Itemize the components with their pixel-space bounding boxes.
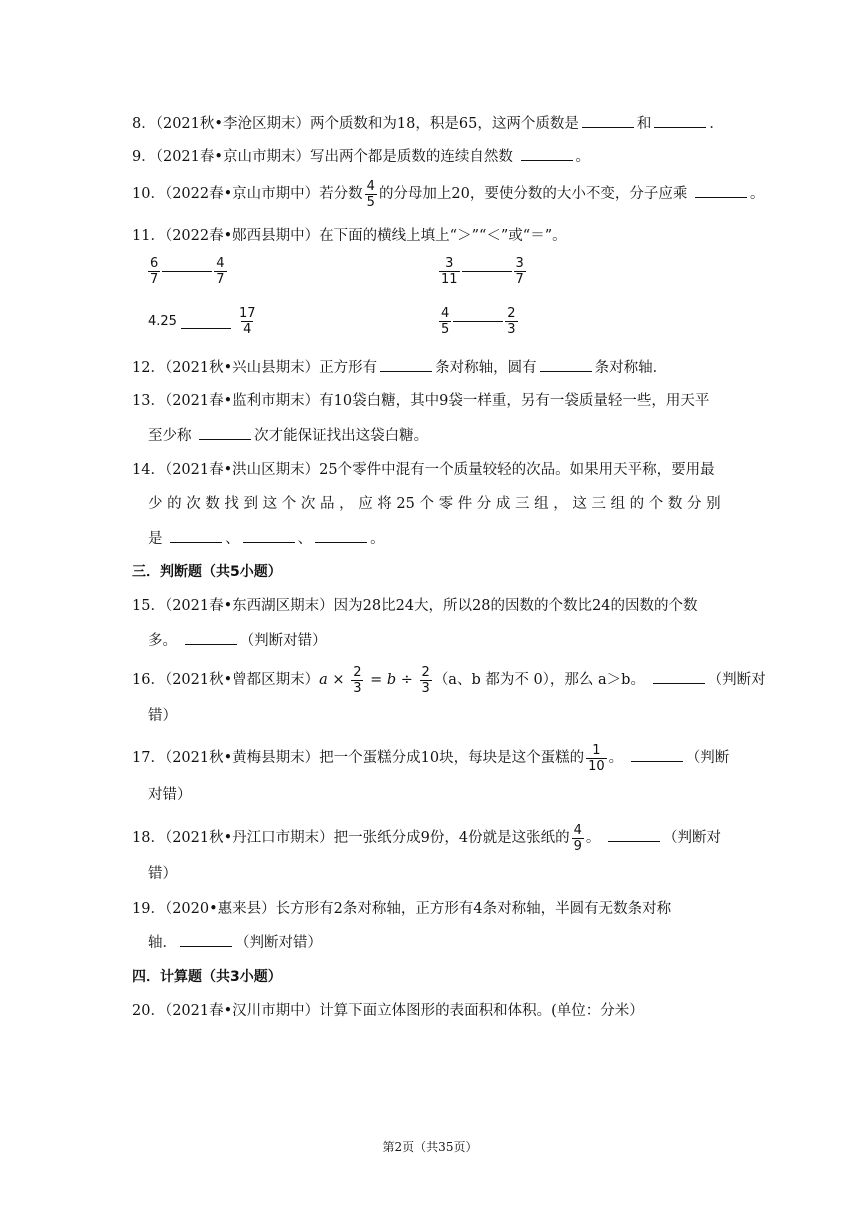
question-number: 16． bbox=[132, 672, 165, 688]
question-15-cont: 多。 （判断对错） bbox=[148, 630, 327, 651]
question-17-cont: 对错） bbox=[148, 787, 192, 803]
fraction: $\frac{3}{11}$ bbox=[441, 256, 458, 287]
question-15 bbox=[132, 596, 697, 616]
question-text: （2021春•汉川市期中）计算下面立体图形的表面积和体积。(单位：分米） bbox=[164, 1003, 644, 1019]
question-16: 16．（2021秋•曾都区期末）a × $\frac{2}{3}$ = b ÷ $\frac{2}{3}$ （a、b 都为不 0），那么 a＞b。 （判断对 bbox=[132, 664, 766, 696]
question-9: 9．（2021春•京山市期末）写出两个都是质数的连续自然数 。 bbox=[132, 146, 590, 167]
section-heading: 四．计算题（共3小题） bbox=[132, 969, 282, 985]
question-10: 10．（2022春•京山市期中）若分数 $\frac{4}{5}$ 的分母加上20，要使分数的大小不变，分子应乘 。 bbox=[132, 178, 765, 210]
answer-blank[interactable] bbox=[315, 528, 367, 543]
question-13-cont: 至少称 次才能保证找出这袋白糖。 bbox=[148, 425, 428, 446]
comparison-1 bbox=[146, 256, 229, 287]
fraction: $\frac{6}{7}$ bbox=[150, 256, 159, 287]
question-14-cont2: 是 、 、 。 bbox=[148, 528, 385, 549]
answer-blank[interactable] bbox=[170, 528, 222, 543]
question-17: 17．（2021秋•黄梅县期末）把一个蛋糕分成10块，每块是这个蛋糕的 $\frac{1}{10}$ 。 （判断 bbox=[132, 742, 730, 774]
question-19 bbox=[132, 899, 671, 919]
question-number: 17． bbox=[132, 750, 165, 766]
fraction: $\frac{2}{3}$ bbox=[421, 664, 430, 696]
section-heading: 三．判断题（共5小题） bbox=[132, 564, 282, 580]
question-number: 8． bbox=[132, 116, 156, 132]
answer-blank[interactable] bbox=[453, 320, 503, 322]
question-14-cont: 少 的 次 数 找 到 这 个 次 品 ， 应 将 25 个 零 件 分 成 三 组 ， 这 三 组 的 个 数 分 别 bbox=[148, 496, 721, 512]
fraction: $\frac{4}{9}$ bbox=[573, 822, 582, 854]
answer-blank[interactable] bbox=[380, 357, 432, 372]
answer-blank[interactable] bbox=[185, 630, 237, 645]
question-number: 14． bbox=[132, 462, 165, 478]
question-8: 8．（2021秋•李沧区期末）两个质数和为18，积是65，这两个质数是 和 ． bbox=[132, 113, 724, 134]
question-18-cont: 错） bbox=[148, 866, 177, 882]
question-number: 19． bbox=[132, 901, 165, 917]
question-number: 10． bbox=[132, 186, 165, 202]
fraction: $\frac{2}{3}$ bbox=[353, 664, 362, 696]
answer-blank[interactable] bbox=[608, 827, 660, 842]
fraction: $\frac{4}{7}$ bbox=[216, 256, 225, 287]
question-text: （2020•惠来县）长方形有2条对称轴，正方形有4条对称轴，半圆有无数条对称 bbox=[164, 901, 672, 917]
answer-blank[interactable] bbox=[695, 183, 747, 198]
question-text: （2021春•京山市期末）写出两个都是质数的连续自然数 bbox=[155, 149, 518, 165]
question-text: （2021春•东西湖区期末）因为28比24大，所以28的因数的个数比24的因数的个数 bbox=[164, 598, 698, 614]
question-12: 12．（2021秋•兴山县期末）正方形有 条对称轴，圆有 条对称轴． bbox=[132, 357, 667, 378]
fraction: $\frac{1}{10}$ bbox=[588, 742, 605, 774]
question-number: 9． bbox=[132, 149, 156, 165]
question-text: （2021秋•丹江口市期末）把一张纸分成9份，4份就是这张纸的 bbox=[164, 830, 570, 846]
question-text: （2021秋•李沧区期末）两个质数和为18，积是65，这两个质数是 bbox=[155, 116, 579, 132]
answer-blank[interactable] bbox=[631, 747, 683, 762]
fraction: $\frac{2}{3}$ bbox=[507, 306, 516, 337]
question-text: （2022春•京山市期中）若分数 bbox=[164, 186, 363, 202]
fraction: $\frac{17}{4}$ bbox=[238, 306, 256, 337]
answer-blank[interactable] bbox=[180, 932, 232, 947]
question-text: （2021春•监利市期末）有10袋白糖，其中9袋一样重，另有一袋质量轻一些，用天平 bbox=[164, 393, 710, 409]
answer-blank[interactable] bbox=[199, 425, 251, 440]
fraction: $\frac{4}{5}$ bbox=[366, 178, 375, 210]
fraction: $\frac{3}{7}$ bbox=[515, 256, 524, 287]
answer-blank[interactable] bbox=[181, 314, 231, 329]
answer-blank[interactable] bbox=[462, 270, 512, 272]
comparison-2 bbox=[437, 256, 528, 287]
question-number: 20． bbox=[132, 1003, 165, 1019]
answer-blank[interactable] bbox=[243, 528, 295, 543]
question-13 bbox=[132, 391, 709, 411]
page-footer: 第2页（共35页） bbox=[382, 1140, 478, 1154]
question-11 bbox=[132, 226, 567, 246]
question-number: 13． bbox=[132, 393, 165, 409]
question-text: （2022春•郧西县期中）在下面的横线上填上“＞”“＜”或“＝”。 bbox=[164, 228, 567, 244]
answer-blank[interactable] bbox=[582, 113, 634, 128]
question-number: 12． bbox=[132, 360, 165, 376]
question-text: （2021秋•曾都区期末） bbox=[164, 672, 320, 688]
answer-blank[interactable] bbox=[653, 669, 705, 684]
answer-blank[interactable] bbox=[521, 146, 573, 161]
question-20 bbox=[132, 1001, 644, 1021]
question-19-cont: 轴． （判断对错） bbox=[148, 932, 322, 953]
answer-blank[interactable] bbox=[162, 270, 212, 272]
question-16-cont: 错） bbox=[148, 708, 177, 724]
answer-blank[interactable] bbox=[654, 113, 706, 128]
question-number: 15． bbox=[132, 598, 165, 614]
question-18: 18．（2021秋•丹江口市期末）把一张纸分成9份，4份就是这张纸的 $\frac{4}{9}$ 。 （判断对 bbox=[132, 822, 721, 854]
comparison-4 bbox=[437, 306, 520, 337]
fraction: $\frac{4}{5}$ bbox=[441, 306, 450, 337]
question-text: （2021春•洪山区期末）25个零件中混有一个质量较轻的次品。如果用天平称，要用最 bbox=[164, 462, 715, 478]
answer-blank[interactable] bbox=[540, 357, 592, 372]
question-text: （2021秋•黄梅县期末）把一个蛋糕分成10块，每块是这个蛋糕的 bbox=[164, 750, 585, 766]
comparison-3: 4.25 $\frac{17}{4}$ bbox=[148, 306, 256, 337]
question-text: （2021秋•兴山县期末）正方形有 bbox=[164, 360, 378, 376]
question-14 bbox=[132, 460, 715, 480]
question-number: 18． bbox=[132, 830, 165, 846]
question-number: 11． bbox=[132, 228, 165, 244]
